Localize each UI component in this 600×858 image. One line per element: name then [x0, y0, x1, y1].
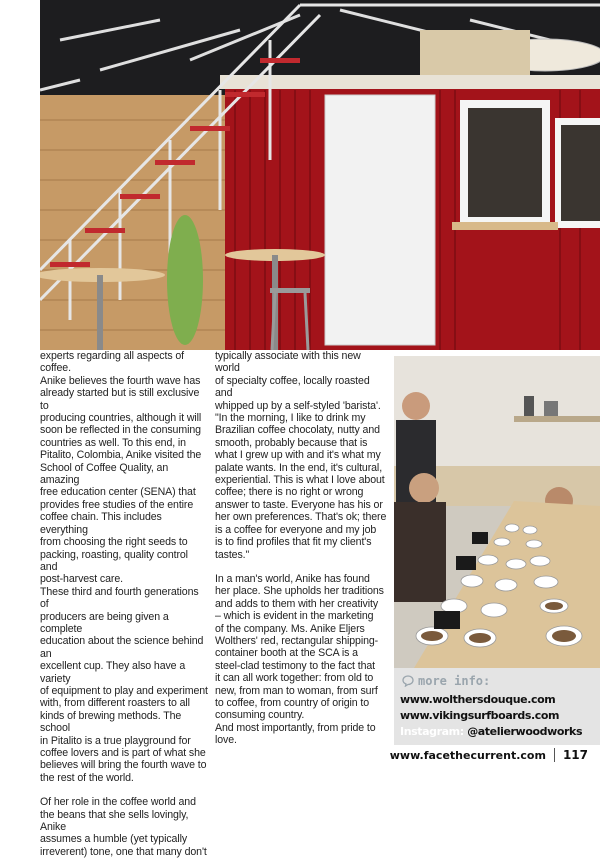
hero-photo — [40, 0, 600, 350]
col2-paragraph-2: In a man's world, Anike has found her place. She upholds her traditions and adds to them with her creativity – which is evident in the marketing of the company. Ms. Anike Eljers Wolthers' red, rectangular shipping- container booth at the SCA is a steel-clad testimony to the fact that it can all work together: from old to new, from man to woman, from surf to coffee, from country of origin to consuming country. And most importantly, from pride to love. — [215, 572, 384, 747]
footer-site[interactable]: www.facethecurrent.com — [389, 748, 546, 762]
article-column-2 — [215, 350, 387, 747]
more-info-heading — [402, 674, 490, 688]
instagram-handle[interactable]: @atelierwoodworks — [467, 725, 583, 738]
cupping-photo — [394, 356, 600, 668]
instagram-label: Instagram: — [400, 725, 464, 738]
link-vikingsurfboards[interactable]: www.vikingsurfboards.com — [400, 709, 560, 722]
col1-paragraph-1: experts regarding all aspects of coffee. Anike believes the fourth wave has already started but is still exclusive to producing countries, although it will soon be reflected in the consuming countries as well. To this end, in Pitalito, Colombia, Anike visited the School of Coffee Quality, an amazing free education center (SENA) that provides free studies of the entire coffee chain. This includes everything from choosing the right seeds to packing, roasting, quality control and post-harvest care. — [40, 350, 202, 586]
footer-divider — [554, 748, 555, 762]
coffee-cupping-illustration — [394, 356, 600, 668]
col1-paragraph-2: These third and fourth generations of producers are being given a complete education about the science behind an excellent cup. They also have a variety of equipment to play and experiment with, from different roasters to all kinds of brewing methods. The school in Pitalito is a true playground for coffee lovers and is part of what she believes will bring the fourth wave to the rest of the world. — [40, 585, 208, 784]
link-wolthersdouque[interactable]: www.wolthersdouque.com — [400, 693, 556, 706]
more-info-box — [394, 668, 600, 745]
container-booth-illustration — [40, 0, 600, 350]
col1-paragraph-3: Of her role in the coffee world and the beans that she sells lovingly, Anike assumes a humble (yet typically irreverent) tone, one that many don't — [40, 796, 207, 858]
page-number: 117 — [562, 748, 588, 762]
speech-bubble-icon — [402, 675, 414, 687]
instagram-line[interactable] — [400, 725, 582, 738]
col2-paragraph-1: typically associate with this new world of specialty coffee, locally roasted and whipped up by a self-styled 'barista'. "In the morning, I like to drink my Brazilian coffee chocolaty, nutty and smooth, probably because that is what I grew up with and it's what my palate wants. In the end, it's cultural, experiential. This is what I love about coffee; there is no right or wrong answer to taste. Everyone has his or her own preferences. That's ok; there is a coffee for everyone and my job is to find profiles that fit my client's tastes." — [215, 350, 387, 561]
page-footer — [390, 748, 588, 762]
more-info-heading-text: more info: — [418, 674, 491, 688]
article-column-1 — [40, 350, 208, 858]
